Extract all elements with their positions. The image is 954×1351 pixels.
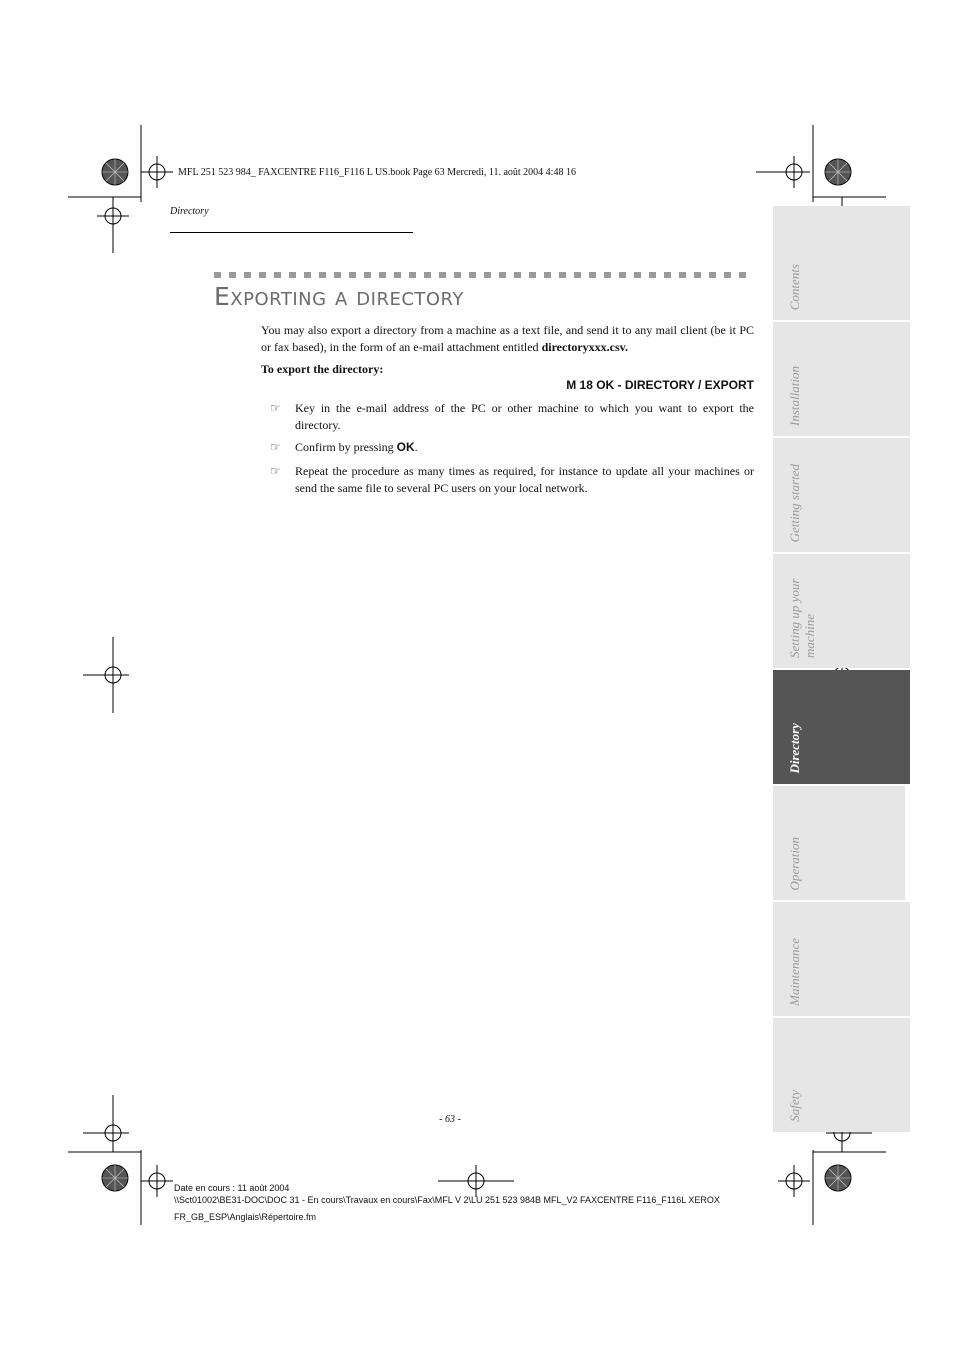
intro-paragraph	[261, 322, 754, 356]
pointing-hand-icon: ☞	[270, 440, 281, 454]
procedure-heading: To export the directory:	[261, 362, 384, 376]
section-divider	[214, 272, 748, 278]
tab-label: Maintenance	[787, 938, 802, 1006]
step-text-after: .	[414, 440, 418, 454]
tab-label: Getting started	[787, 463, 802, 542]
tab-label: Contents	[787, 263, 802, 310]
pointing-hand-icon: ☞	[270, 401, 281, 415]
tab-label: Installation	[787, 366, 802, 426]
tab-label: Safety	[787, 1090, 802, 1122]
header-rule	[170, 232, 413, 233]
file-header: MFL 251 523 984_ FAXCENTRE F116_F116 L US.book Page 63 Mercredi, 11. août 2004 4:48 16	[178, 167, 576, 178]
footer-file: FR_GB_ESP\Anglais\Répertoire.fm	[174, 1212, 317, 1222]
footer-date: Date en cours : 11 août 2004	[174, 1183, 290, 1193]
tab-contents[interactable]	[773, 206, 910, 320]
step-item	[270, 463, 754, 497]
step-text-before: Confirm by pressing	[295, 440, 397, 454]
step-item	[270, 439, 754, 456]
chapter-tabs	[773, 206, 910, 1134]
step-text	[295, 439, 754, 456]
intro-filename: directoryxxx.csv.	[541, 340, 628, 354]
tab-label: Directory	[787, 723, 802, 774]
pointing-hand-icon: ☞	[270, 464, 281, 478]
menu-path: M 18 OK - DIRECTORY / EXPORT	[566, 378, 754, 392]
tab-getting-started[interactable]	[773, 438, 910, 552]
footer-path: \\Sct01002\BE31-DOC\DOC 31 - En cours\Travaux en cours\Fax\MFL V 2\LU 251 523 984B MFL_V2 FAXCENTRE F116_F116L XEROX	[174, 1195, 720, 1205]
tab-operation[interactable]	[773, 786, 905, 900]
step-text: Repeat the procedure as many times as required, for instance to update all your machines or send the same file to several PC users on your local network.	[295, 464, 754, 495]
tab-maintenance[interactable]	[773, 902, 910, 1016]
tab-label: Setting up your machine	[787, 578, 817, 658]
section-title: Exporting a directory	[214, 282, 464, 311]
tab-label: Operation	[787, 836, 802, 890]
intro-text: You may also export a directory from a machine as a text file, and send it to any mail client (be it PC or fax based), in the form of an e-mail attachment entitled	[261, 323, 754, 354]
step-item	[270, 400, 754, 434]
tab-setting-up[interactable]	[773, 554, 910, 668]
ok-key: OK	[396, 440, 415, 454]
step-text: Key in the e-mail address of the PC or other machine to which you want to export the directory.	[295, 401, 754, 432]
tab-installation[interactable]	[773, 322, 910, 436]
running-head: Directory	[170, 206, 209, 217]
tab-directory[interactable]	[773, 670, 910, 784]
page-number: - 63 -	[439, 1114, 461, 1125]
